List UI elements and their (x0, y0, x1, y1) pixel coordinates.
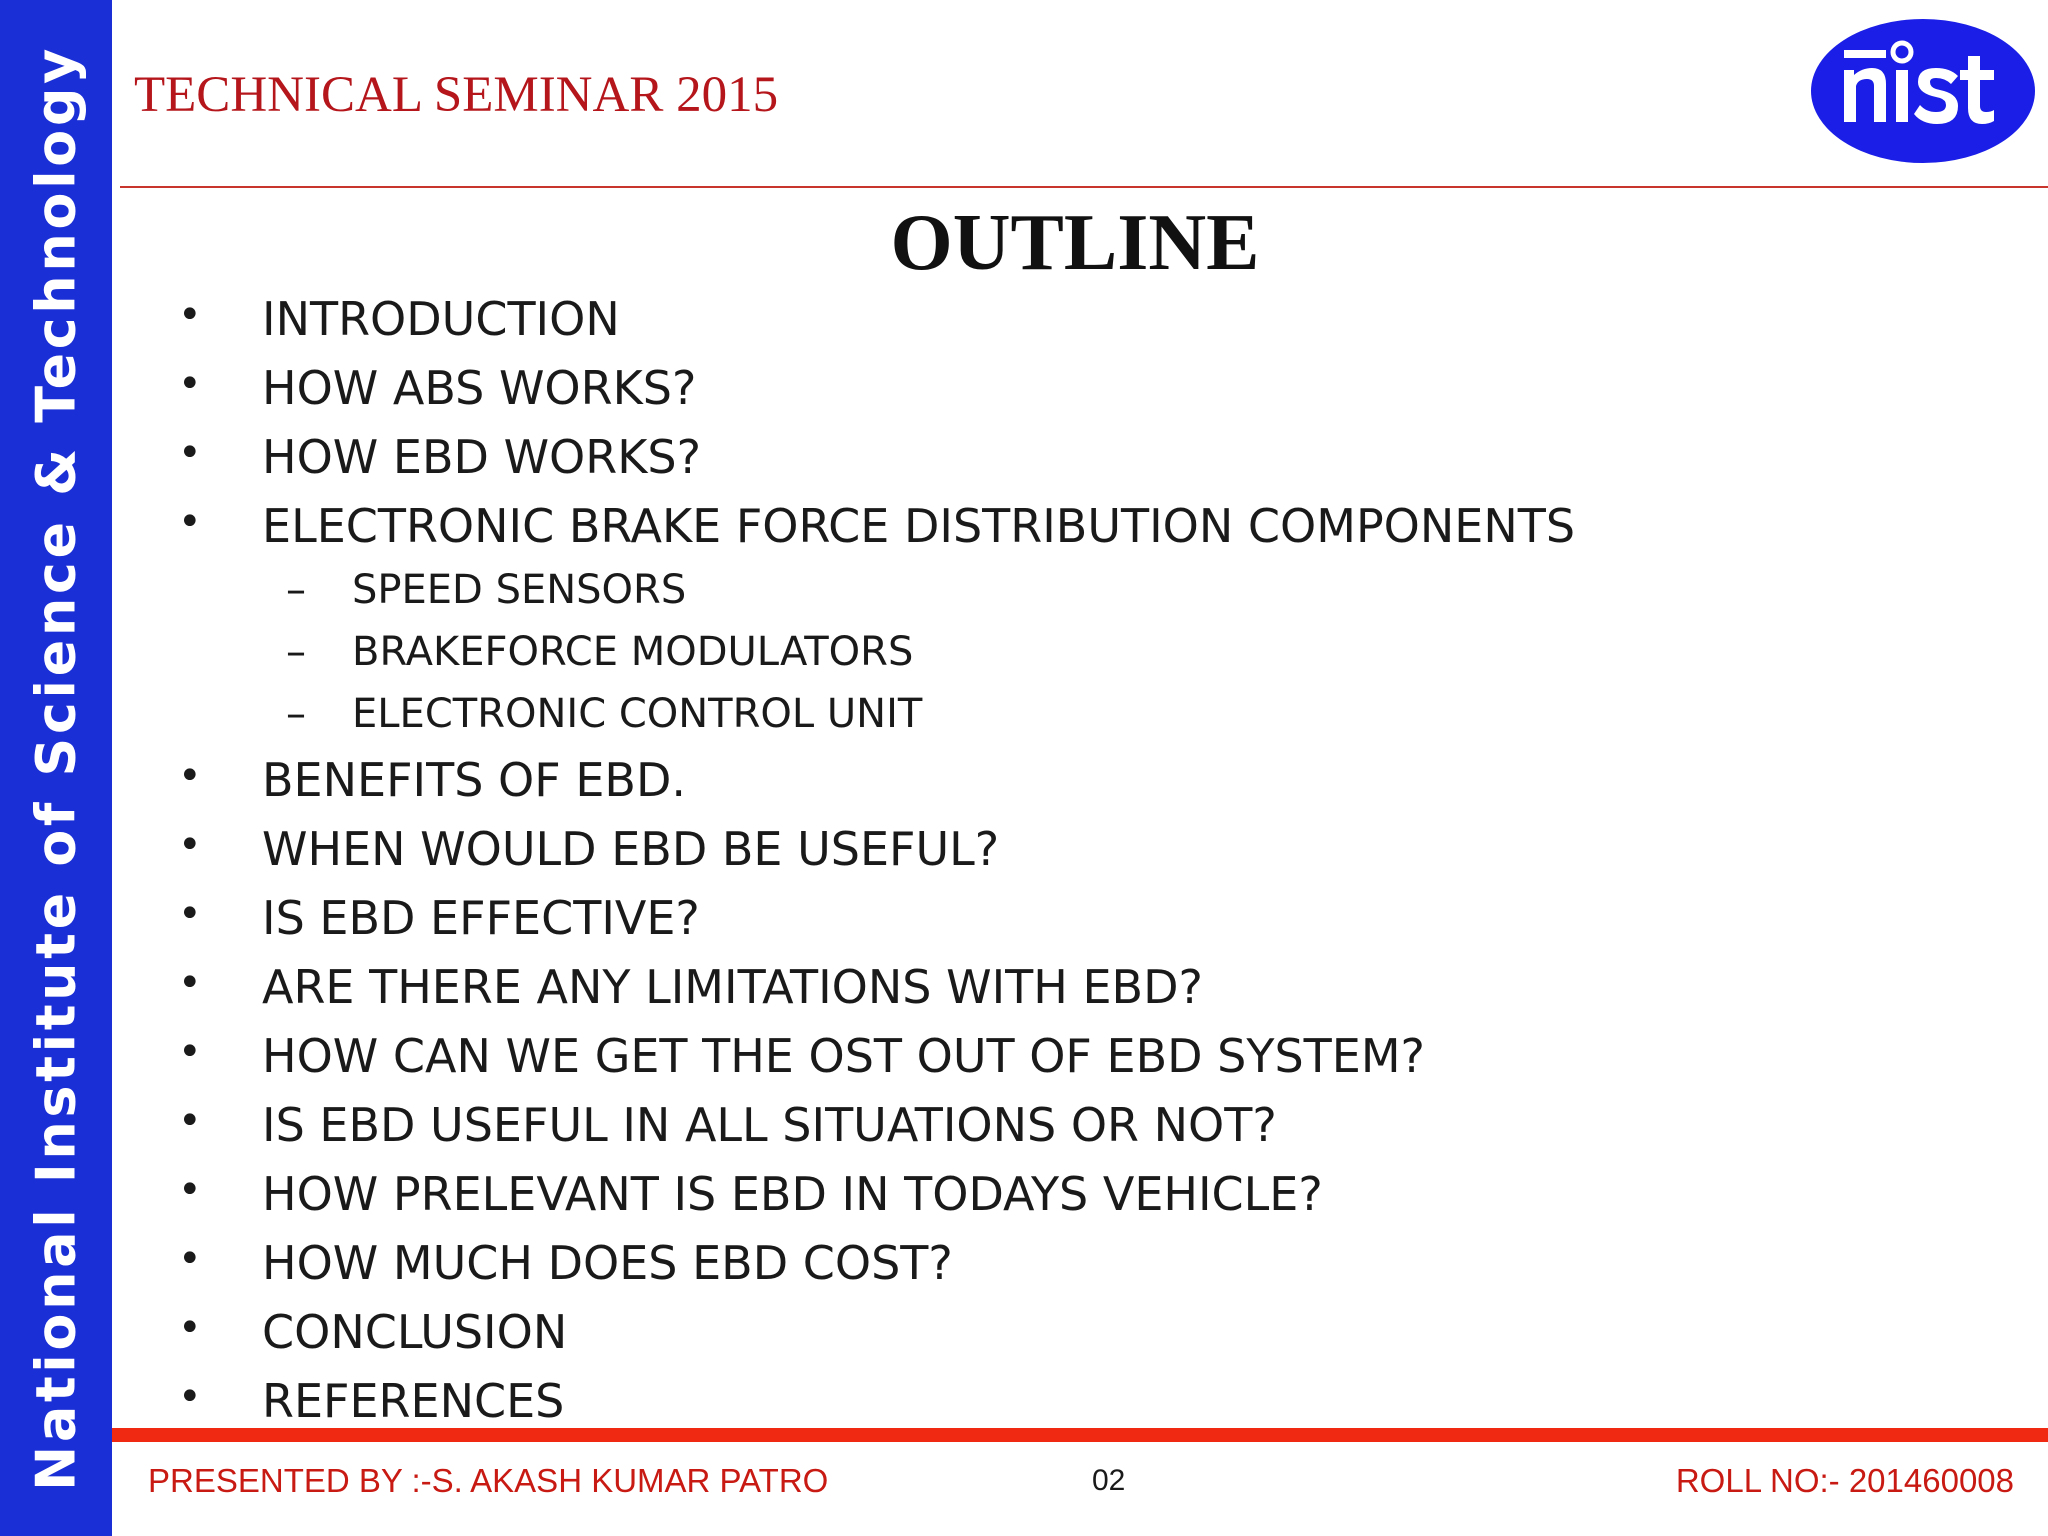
bullet-icon: • (178, 753, 202, 799)
outline-item-text: BENEFITS OF EBD. (262, 753, 686, 807)
bullet-icon: • (178, 1236, 202, 1282)
roll-number: ROLL NO:- 201460008 (1675, 1462, 2014, 1499)
slide-title: OUTLINE (890, 199, 1260, 287)
outline-item-text: HOW CAN WE GET THE OST OUT OF EBD SYSTEM? (262, 1029, 1425, 1083)
presenter-name: PRESENTED BY :-S. AKASH KUMAR PATRO (148, 1462, 829, 1499)
bullet-icon: • (178, 1167, 202, 1213)
outline-subitem-text: ELECTRONIC CONTROL UNIT (352, 691, 923, 737)
bullet-icon: • (178, 1305, 202, 1351)
outline-item-text: INTRODUCTION (262, 292, 620, 346)
bullet-icon: • (178, 960, 202, 1006)
nist-logo (1810, 18, 2036, 164)
outline-subitem-text: BRAKEFORCE MODULATORS (352, 629, 914, 675)
bullet-icon: • (178, 499, 202, 545)
outline-item-text: HOW EBD WORKS? (262, 430, 701, 484)
outline-item-text: REFERENCES (262, 1374, 565, 1428)
bullet-icon: • (178, 292, 202, 338)
footer-bar (112, 1428, 2048, 1442)
outline-item-text: ARE THERE ANY LIMITATIONS WITH EBD? (262, 960, 1203, 1014)
page-number: 02 (1092, 1464, 1126, 1497)
bullet-icon: • (178, 1098, 202, 1144)
seminar-title: TECHNICAL SEMINAR 2015 (134, 67, 779, 123)
dash-icon: – (286, 567, 306, 613)
outline-item-text: ELECTRONIC BRAKE FORCE DISTRIBUTION COMPONENTS (262, 499, 1576, 553)
outline-subitem-text: SPEED SENSORS (352, 567, 687, 613)
institute-name: National Institute of Science & Technology (24, 45, 88, 1491)
outline-item-text: IS EBD EFFECTIVE? (262, 891, 700, 945)
bullet-icon: • (178, 1029, 202, 1075)
outline-item-text: IS EBD USEFUL IN ALL SITUATIONS OR NOT? (262, 1098, 1277, 1152)
outline-item-text: CONCLUSION (262, 1305, 568, 1359)
bullet-icon: • (178, 891, 202, 937)
bullet-icon: • (178, 822, 202, 868)
bullet-icon: • (178, 430, 202, 476)
dash-icon: – (286, 691, 306, 737)
header-divider (120, 186, 2048, 188)
bullet-icon: • (178, 361, 202, 407)
outline-item-text: HOW ABS WORKS? (262, 361, 697, 415)
dash-icon: – (286, 629, 306, 675)
outline-item-text: HOW MUCH DOES EBD COST? (262, 1236, 953, 1290)
outline-item-text: WHEN WOULD EBD BE USEFUL? (262, 822, 1000, 876)
outline-item-text: HOW PRELEVANT IS EBD IN TODAYS VEHICLE? (262, 1167, 1323, 1221)
bullet-icon: • (178, 1374, 202, 1420)
